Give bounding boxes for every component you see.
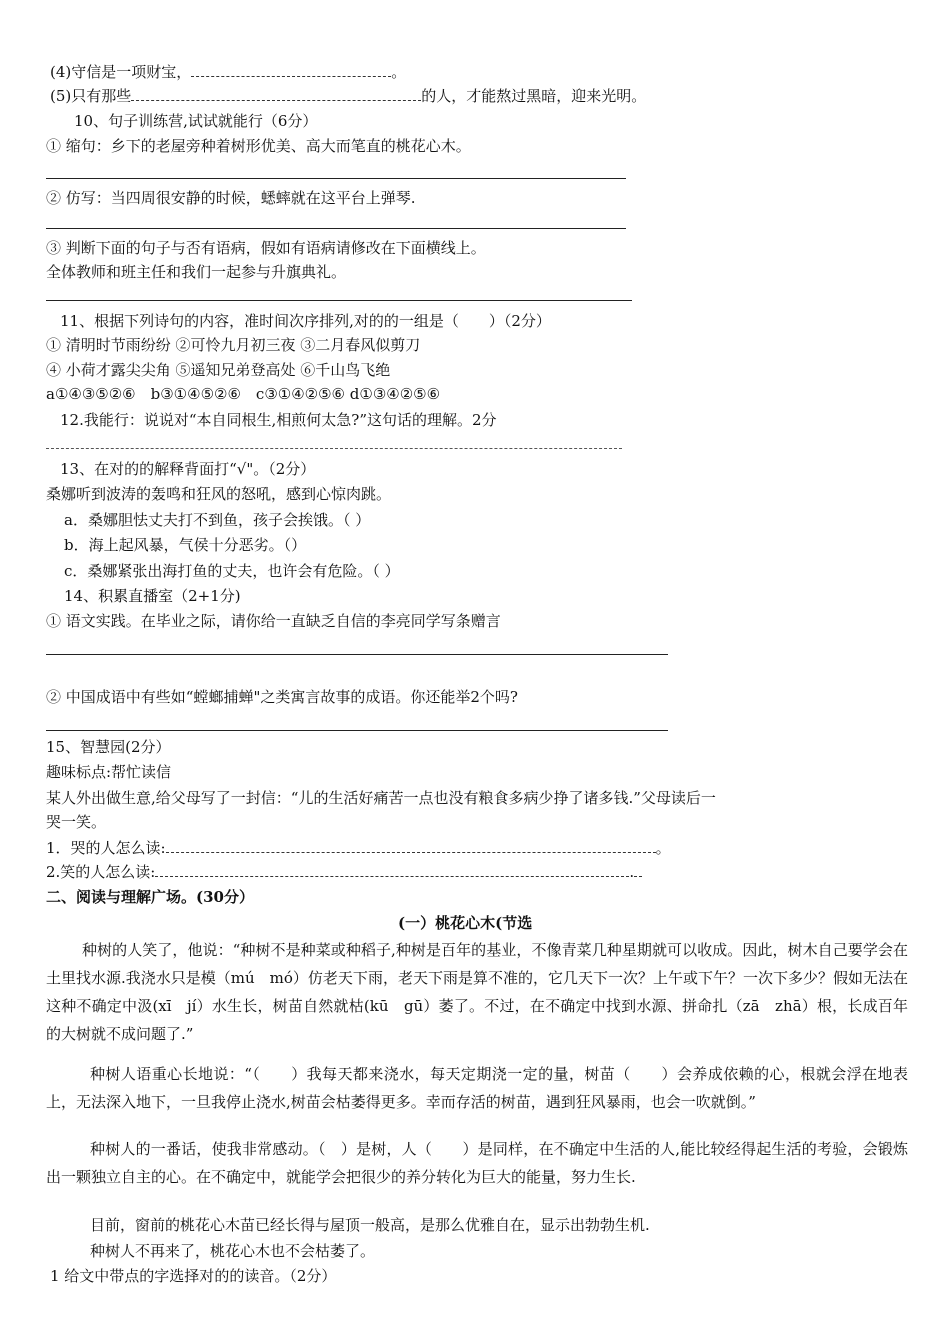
question-15-1: 1．哭的人怎么读: 。 [46,839,671,857]
answer-line[interactable] [46,178,626,179]
question-13-option-a[interactable]: a．桑娜胆怯丈夫打不到鱼，孩子会挨饿。（ ） [64,511,371,529]
question-13-option-c[interactable]: c．桑娜紧张出海打鱼的丈夫，也许会有危险。（ ） [64,562,400,580]
question-15-text-1: 某人外出做生意,给父母写了一封信：“儿的生活好痛苦一点也没有粮食多病少挣了诸多钱.”父母读后一 [46,789,716,807]
passage-paragraph-3: 种树人的一番话，使我非常感动。（ ）是树，人（ ）是同样，在不确定中生活的人,能比较经得起生活的考验，会锻炼出一颗独立自主的心。在不确定中，就能学会把很少的养分转化为巨大的能量，努力生长. [46,1140,908,1186]
question-9-4: (4)守信是一项财宝， 。 [50,63,407,81]
question-9-5: (5)只有那些 的人，才能熬过黑暗，迎来光明。 [50,87,647,105]
answer-blank[interactable] [191,64,391,77]
question-10-3: ③ 判断下面的句子与否有语病，假如有语病请修改在下面横线上。 [46,239,486,257]
question-10-1: ① 缩句：乡下的老屋旁种着树形优美、高大而笔直的桃花心木。 [46,137,471,155]
question-10-2: ② 仿写：当四周很安静的时候，蟋蟀就在这平台上弹琴. [46,189,416,207]
answer-line[interactable] [46,228,626,229]
question-12: 12.我能行：说说对“本自同根生,相煎何太急?”这句话的理解。2分 [60,411,497,429]
question-14-title: 14、积累直播室（2+1分) [64,587,241,605]
question-15-title: 15、智慧园(2分） [46,738,171,756]
reading-question-1: 1 给文中带点的字选择对的的读音。（2分） [50,1267,337,1285]
answer-blank[interactable] [131,88,421,101]
answer-blank[interactable] [166,840,656,853]
question-11-line-1: ① 清明时节雨纷纷 ②可怜九月初三夜 ③二月春风似剪刀 [46,336,421,354]
answer-line[interactable] [46,654,668,655]
section-2-heading: 二、阅读与理解广场。(30分） [46,888,254,906]
question-14-1: ① 语文实践。在毕业之际，请你给一直缺乏自信的李亮同学写条赠言 [46,612,501,630]
question-11-line-2: ④ 小荷才露尖尖角 ⑤遥知兄弟登高处 ⑥千山鸟飞绝 [46,361,391,379]
question-11-title: 11、根据下列诗句的内容，准时间次序排列,对的的一组是（ ）（2分） [60,312,551,330]
answer-line[interactable] [46,448,622,449]
passage-title: (一）桃花心木(节选 [398,914,533,932]
passage-paragraph-4: 目前，窗前的桃花心木苗已经长得与屋顶一般高，是那么优雅自在，显示出勃勃生机. [90,1216,650,1234]
passage-paragraph-2: 种树人语重心长地说：“（ ）我每天都来浇水，每天定期浇一定的量，树苗（ ）会养成依赖的心，根就会浮在地表上，无法深入地下，一旦我停止浇水,树苗会枯萎得更多。幸而存活的树苗，遇到狂风暴雨，也会一吹就倒。” [46,1065,908,1111]
question-11-options: a①④③⑤②⑥ b③①④⑤②⑥ c③①④②⑤⑥ d①③④②⑤⑥ [46,385,441,403]
answer-line[interactable] [46,730,668,731]
question-13-option-b[interactable]: b．海上起风暴，气侯十分恶劣。（） [64,536,307,554]
question-15-2: 2.笑的人怎么读: . [46,862,642,882]
question-15-text-2: 哭一笑。 [46,813,107,831]
question-13-stem: 桑娜听到波涛的轰鸣和狂风的怒吼，感到心惊肉跳。 [46,485,392,503]
answer-blank[interactable] [155,864,629,877]
question-15-subtitle: 趣味标点:帮忙读信 [46,763,172,781]
question-10-title: 10、句子训练营,试试就能行（6分） [74,112,318,130]
passage-paragraph-1: 种树的人笑了，他说：“种树不是种菜或种稻子,种树是百年的基业，不像青菜几种星期就可以收成。因此，树木自己要学会在土里找水源.我浇水只是模（mú mó）仿老天下雨，老天下雨是算不准的，它几天下一次？上午或下午？一次下多少？假如无法在这种不确定中汲(xī jí）水生长，树苗自然就枯(kū gū）萎了。不过，在不确定中找到水源、拼命扎（zā zhā）根，长成百年的大树就不成问题了.” [46,941,908,1043]
answer-line[interactable] [46,300,632,301]
question-13-title: 13、在对的的解释背面打“√"。（2分） [60,460,316,478]
question-9-5-text: (5)只有那些 [50,87,132,105]
question-14-2: ② 中国成语中有些如“螳螂捕蝉"之类寓言故事的成语。你还能举2个吗? [46,688,518,706]
question-9-4-text: (4)守信是一项财宝， [50,63,192,81]
question-10-3-sentence: 全体教师和班主任和我们一起参与升旗典礼。 [46,263,347,281]
passage-paragraph-5: 种树人不再来了，桃花心木也不会枯萎了。 [90,1242,376,1260]
